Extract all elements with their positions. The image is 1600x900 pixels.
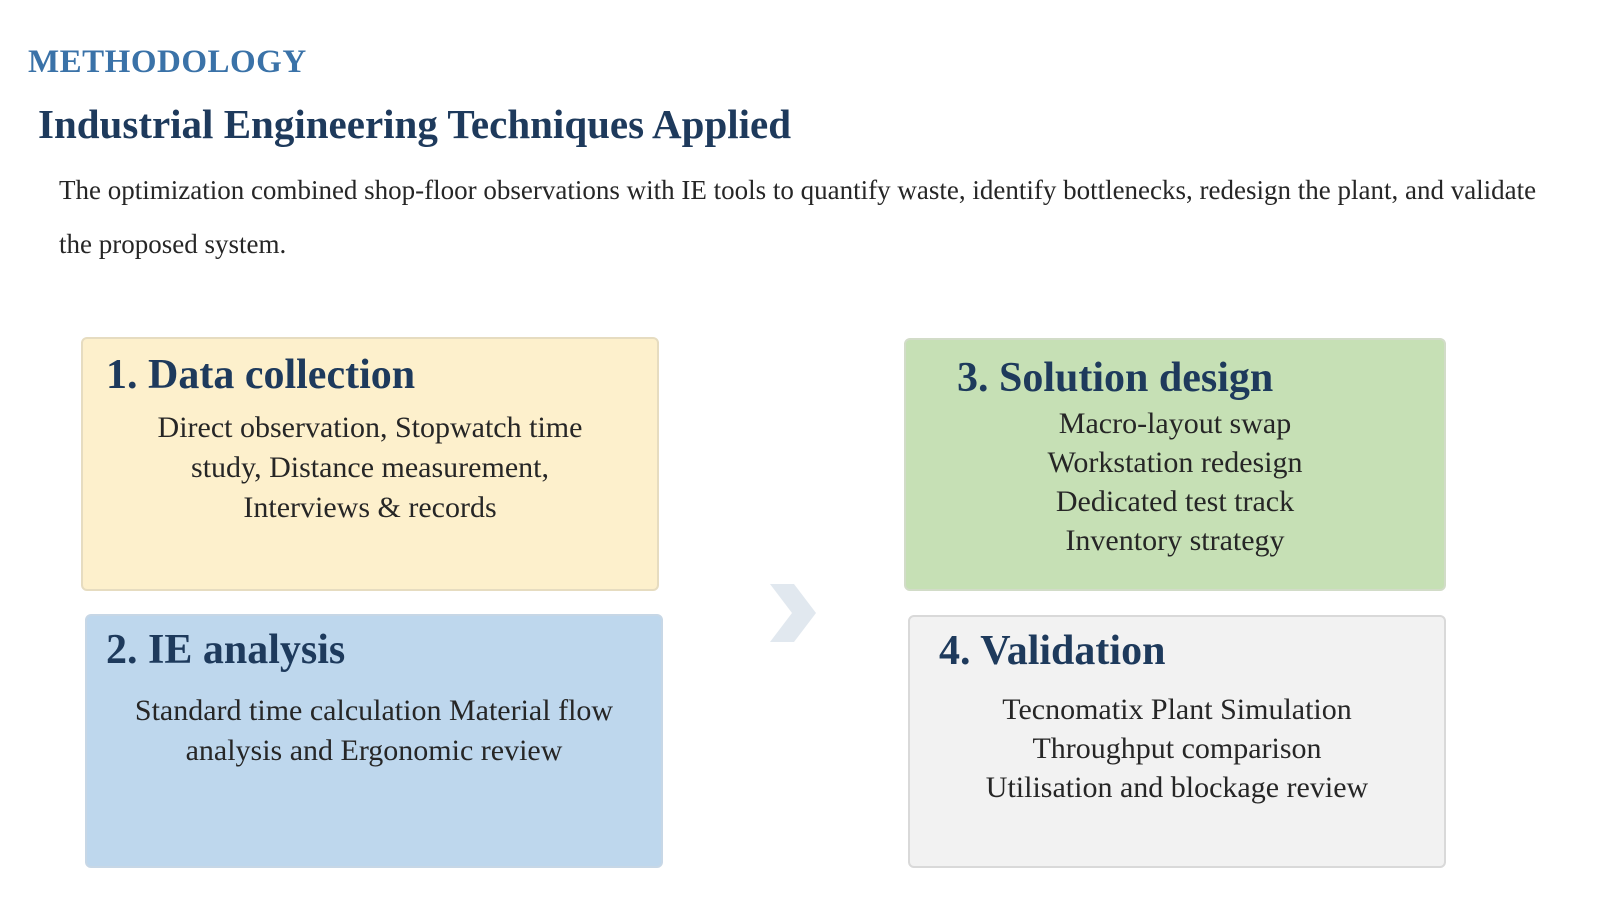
- card-title: 3. Solution design: [957, 355, 1274, 401]
- card-line: Dedicated test track: [1055, 485, 1295, 518]
- card-line: Macro-layout swap: [1058, 407, 1292, 440]
- card-validation: [908, 615, 1446, 868]
- chevron-right-icon: [770, 584, 816, 642]
- card-title: 4. Validation: [939, 628, 1166, 674]
- eyebrow-label: METHODOLOGY: [28, 44, 307, 80]
- card-ie-analysis: [85, 614, 663, 868]
- card-solution-design: [904, 338, 1446, 591]
- card-body: Standard time calculation Material flow analysis and Ergonomic review: [134, 694, 614, 767]
- card-line: Inventory strategy: [1065, 524, 1285, 557]
- card-body: [920, 690, 1434, 807]
- card-body: [916, 404, 1434, 560]
- card-title: 2. IE analysis: [106, 627, 346, 673]
- card-line: Throughput comparison: [1032, 732, 1322, 765]
- card-body: Direct observation, Stopwatch time study, Distance measurement, Interviews & records: [157, 411, 583, 524]
- card-line: Utilisation and blockage review: [985, 771, 1369, 804]
- card-line: Workstation redesign: [1047, 446, 1303, 479]
- card-data-collection: [81, 337, 659, 591]
- page-title: Industrial Engineering Techniques Applied: [38, 101, 792, 147]
- card-title: 1. Data collection: [106, 352, 416, 398]
- card-line: Tecnomatix Plant Simulation: [1002, 693, 1352, 726]
- page-subtitle: The optimization combined shop-floor observations with IE tools to quantify waste, identify bottlenecks, redesign the plant, and validate the proposed system.: [59, 175, 1537, 259]
